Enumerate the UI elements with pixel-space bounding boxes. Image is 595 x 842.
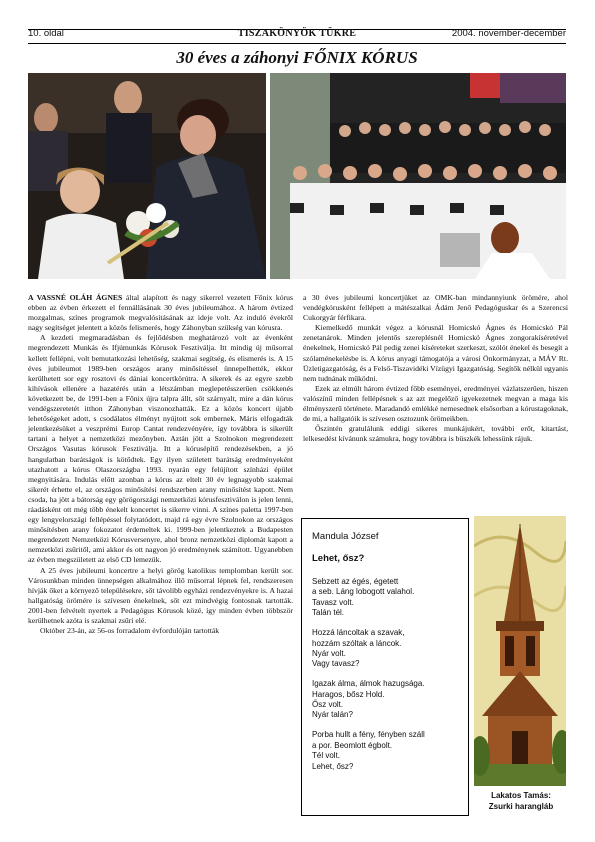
poem-line: a seb. Láng lobogott valahol. (312, 587, 415, 597)
poem-box (301, 518, 469, 816)
poem-line: Tavasz volt. (312, 597, 354, 607)
poem-line: Sebzett az égés, égetett (312, 577, 399, 586)
page-header (28, 28, 566, 42)
poem-line: Nyár volt. (312, 648, 346, 658)
poem-line: Igazak álma, álmok hazugsága. (312, 679, 425, 689)
page-number: 10. oldal (28, 28, 64, 39)
article-paragraph: A kezdeti megmaradásban és fejlődésben meghatározó volt az évenként megrendezett Munkás és Ifjúmunkás Kórusok Fesztiválja. Itt mindig új műsorral kellett fellépni, volt bemutatkozási lehetőség, szakmai segítség, és elismerés is. A 15 éves jubileumot 1989-ben országos arany minősítéssel ünnepelhették, ekkor kerülhetett sor egy rosztovi és dániai koncertkörútra. A sikerek és az egyre szebb kihívások ellenére a hazatérés után a létszámban meglepetésszerűen csökkenés következett be, de 1991-ben a Főnix újra talpra állt, sőt szárnyalt, mire a dán kórus vendégszeretetét itthon Záhonyban viszonozhatták. Ez a közös koncert újabb lehetőségeket adott, s csodálatos élményt nyújtott sok embernek. Máris elfogadták jelentkezésüket a veszprémi Europ Cantat rendezvényére, így továbbra is sikerült tartani a helyet a nemzetközi mezőnyben. Aztán jött a Szolnokon megrendezett Országos Vasutas kórusok Fesztiválja. Itt a kórusépítő rendezésekben, a jó hangulatban barátságok is kötődtek. Egy ilyen született barátság eredményeként utazhatott a kórus Olaszországba 1993. nyarán egy felújított színházi épület megnyitására. Indulás előtt azonban a kórus az eltelt 30 év legnagyobb szakmai sikerét érhette el, az országos minősítési rendszerben arany minősítést kapott. Nem csoda, ha jött a bátorság egy görögországi nemzetközi kórusfesztiválon is jelen lenni, ráadásként ott még több énekelt koncertet is sikerre vinni. A színes paletta 1997-ben egy lengyelországi fellépéssel folytatódott, majd rá egy évre Szolnokon az országos minősítésben arany fokozatot érdemeltek ki. 1999-ben jelentkeztek a Budapesten megrendezett Nemzetközi Kórusversenyre, ahol bronz nemzetközi diplomát kapott a nemzetközi zsűritől, ami akkor és ott nagyon jó eredménynek számított. Ugyanebben az évben megszületett az első CD lemezük. (28, 333, 293, 565)
conductor-flowers-photo (28, 73, 266, 279)
article-column-2 (303, 293, 568, 444)
poem-line: hozzám szóltak a láncok. (312, 638, 402, 648)
poem-stanza (312, 679, 462, 721)
publication-name: TISZAKÖNYÖK TÜKRE (237, 28, 357, 39)
painting-caption (474, 790, 568, 812)
poem-line: Porba hullt a fény, fényben száll (312, 730, 425, 740)
article-lead-name: A VASSNÉ OLÁH ÁGNES (28, 293, 123, 302)
article-paragraph: Kiemelkedő munkát végez a kórusnál Homicskó Ágnes és Homicskó Pál zenetanárok. Minden jelentős szereplésnél Homicskó Ágnes zongorakíséretével énekelnek, Homicskó Pál pedig zenei kíséreteket szerkeszt, szólót énekel és besegít a szólaménekelésbe is. A kórus anyagi támogatója a városi Önkormányzat, a MÁV Rt. Üzletigazgatóság, és a Felső-Tiszavidéki Vízügyi Igazgatóság. Segítők nélkül ugyanis nem tudnának működni. (303, 323, 568, 383)
poem-line: Ősz volt. (312, 700, 344, 710)
article-paragraph: Ezek az elmúlt három évtized főbb eseményei, eredményei vázlatszerűen, hiszen valószínű minden fellépésnek s az azt megelőző igyekezetnek megvan a maga kis élményszerű története. Maradandó emlékké nemesednek elsősorban a kórustagoknak, de mi, a hallgatóik is szívesen osztozunk örömeikben. (303, 383, 568, 424)
poem-line: Talán tél. (312, 608, 345, 618)
poem-stanza (312, 577, 462, 619)
painting-title: Zsurki harangláb (488, 802, 554, 811)
article-paragraph: a 30 éves jubileumi koncertjüket az OMK-ban mindannyiunk örömére, ahol vendégkórusként fellépett a mátészalkai Ádám Jenő Pedagóguskar és a Szerencsi Cukorgyár férfikara. (303, 293, 568, 323)
poem-body (312, 577, 462, 782)
bell-tower-painting (474, 516, 566, 786)
poem-stanza (312, 730, 462, 772)
article-paragraph: A VASSNÉ OLÁH ÁGNES által alapított és nagy sikerrel vezetett Főnix kórus ebben az évben érkezett el fennállásának 30 éves jubileumához. A három évtized mozgalmas, színes programok megvalósításának az ideje volt. Az induló évekről nagy segítséget jelentett a közös felismerés, hogy Záhonyban szükség van kórusra. (28, 293, 294, 333)
article-column-1 (28, 293, 293, 636)
poem-title: Lehet, ősz? (312, 553, 365, 564)
poem-line: a por. Beomlott égbolt. (312, 740, 393, 750)
choir-performance-photo (270, 73, 566, 279)
issue-date: 2004. november-december (451, 28, 566, 39)
header-rule (28, 43, 566, 44)
poem-line: Tél volt. (312, 751, 341, 761)
poem-line: Hozzá láncoltak a szavak, (312, 628, 405, 638)
poem-stanza (312, 628, 462, 670)
article-paragraph: A 25 éves jubileumi koncertre a helyi görög katolikus templomban került sor. Városunkban minden ünnepségen alkalmához illő műsorral lépnek fel, rendszeresen hívják őket a környező településekre, sőt távolibb egyházi rendezvényekre is. A hazai hallgatóság örömére is szívesen énekelnek, sőt ezt mindvégig fontosnak tartották. 2001-ben felvételt nyertek a Pedagógus Kórusok közé, így minden évben többször kerülhetnek azóta is szakmai zsűri elé. (28, 565, 293, 625)
painting-artist: Lakatos Tamás: (491, 791, 551, 800)
article-title: 30 éves a záhonyi FŐNIX KÓRUS (176, 48, 418, 67)
poem-line: Haragos, bősz Hold. (312, 689, 385, 699)
article-paragraph: Október 23-án, az 56-os forradalom évfordulóján tartották (40, 626, 220, 636)
poem-line: Lehet, ősz? (312, 761, 354, 771)
poem-author: Mandula József (312, 531, 379, 542)
poem-line: Nyár talán? (312, 710, 353, 720)
article-paragraph: Őszintén gratulálunk eddigi sikeres munkájukért, további erőt, kitartást, lelkesedést kívánunk számukra, hogy továbbra is büszkék lehessünk rájuk. (303, 424, 568, 444)
poem-line: Vagy tavasz? (312, 659, 360, 669)
